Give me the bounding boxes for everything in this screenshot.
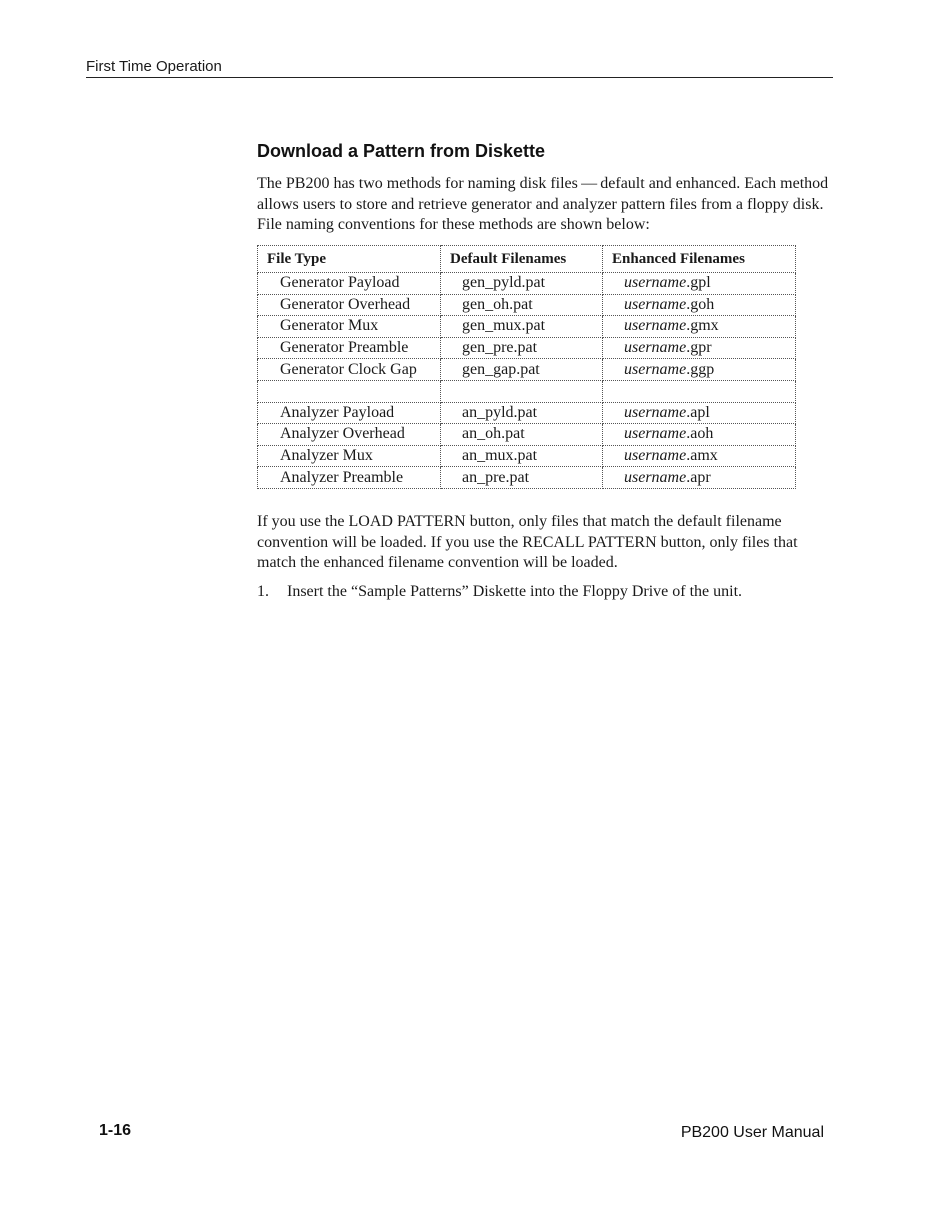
running-head: First Time Operation bbox=[86, 58, 222, 75]
default-filename-cell: an_pre.pat bbox=[441, 467, 603, 489]
table-row bbox=[258, 445, 796, 467]
username-placeholder: username bbox=[624, 360, 687, 378]
header-rule bbox=[86, 77, 833, 78]
spacer-cell bbox=[603, 380, 796, 402]
table-row bbox=[258, 316, 796, 338]
table-row bbox=[258, 337, 796, 359]
default-filename-cell: an_mux.pat bbox=[441, 445, 603, 467]
username-placeholder: username bbox=[624, 295, 687, 313]
file-type-cell: Generator Payload bbox=[258, 273, 441, 295]
username-placeholder: username bbox=[624, 339, 687, 357]
default-filename-cell: gen_oh.pat bbox=[441, 294, 603, 316]
username-placeholder: username bbox=[624, 403, 687, 421]
enhanced-filename-cell bbox=[603, 273, 796, 295]
extension: .gpr bbox=[686, 339, 712, 357]
extension: .aoh bbox=[686, 425, 714, 443]
step-1 bbox=[257, 582, 837, 603]
table-row bbox=[258, 294, 796, 316]
table-header-row bbox=[258, 246, 796, 273]
intro-paragraph: The PB200 has two methods for naming disk files — default and enhanced. Each method allows users to store and retrieve generator and analyzer pattern files from a floppy disk. File naming conventions for these methods are shown below: bbox=[257, 175, 829, 233]
default-filename-cell: an_oh.pat bbox=[441, 424, 603, 446]
extension: .apr bbox=[686, 468, 711, 486]
extension: .ggp bbox=[686, 360, 715, 378]
table-row bbox=[258, 273, 796, 295]
default-filename-cell: gen_gap.pat bbox=[441, 359, 603, 381]
header-default-filenames: Default Filenames bbox=[441, 246, 603, 273]
file-type-cell: Analyzer Overhead bbox=[258, 424, 441, 446]
username-placeholder: username bbox=[624, 447, 687, 465]
page-number: 1-16 bbox=[99, 1122, 132, 1139]
extension: .gmx bbox=[686, 317, 719, 335]
table-row bbox=[258, 402, 796, 424]
extension: .apl bbox=[686, 403, 710, 421]
enhanced-filename-cell bbox=[603, 294, 796, 316]
header-file-type: File Type bbox=[258, 246, 441, 273]
file-type-cell: Generator Preamble bbox=[258, 337, 441, 359]
username-placeholder: username bbox=[624, 317, 687, 335]
spacer-cell bbox=[441, 380, 603, 402]
spacer-cell bbox=[258, 380, 441, 402]
default-filename-cell: an_pyld.pat bbox=[441, 402, 603, 424]
file-type-cell: Analyzer Mux bbox=[258, 445, 441, 467]
step-number: 1. bbox=[257, 583, 269, 600]
extension: .amx bbox=[686, 447, 718, 465]
file-type-cell: Generator Overhead bbox=[258, 294, 441, 316]
enhanced-filename-cell bbox=[603, 467, 796, 489]
enhanced-filename-cell bbox=[603, 402, 796, 424]
table-row bbox=[258, 359, 796, 381]
file-type-cell: Analyzer Payload bbox=[258, 402, 441, 424]
header-enhanced-filenames: Enhanced Filenames bbox=[603, 246, 796, 273]
file-type-cell: Generator Clock Gap bbox=[258, 359, 441, 381]
enhanced-filename-cell bbox=[603, 316, 796, 338]
table-spacer-row bbox=[258, 380, 796, 402]
manual-title: PB200 User Manual bbox=[680, 1124, 824, 1141]
step-text: Insert the “Sample Patterns” Diskette into the Floppy Drive of the unit. bbox=[287, 583, 743, 600]
table-row bbox=[258, 424, 796, 446]
default-filename-cell: gen_pyld.pat bbox=[441, 273, 603, 295]
username-placeholder: username bbox=[624, 425, 687, 443]
load-recall-paragraph: If you use the LOAD PATTERN button, only files that match the default filename convention will be loaded. If you use the RECALL PATTERN button, only files that match the enhanced filename convention will be loaded. bbox=[257, 513, 798, 571]
enhanced-filename-cell bbox=[603, 445, 796, 467]
username-placeholder: username bbox=[624, 274, 687, 292]
username-placeholder: username bbox=[624, 468, 687, 486]
filename-convention-table bbox=[257, 245, 796, 489]
enhanced-filename-cell bbox=[603, 337, 796, 359]
file-type-cell: Generator Mux bbox=[258, 316, 441, 338]
enhanced-filename-cell bbox=[603, 424, 796, 446]
default-filename-cell: gen_mux.pat bbox=[441, 316, 603, 338]
section-title: Download a Pattern from Diskette bbox=[257, 141, 546, 161]
file-type-cell: Analyzer Preamble bbox=[258, 467, 441, 489]
extension: .gpl bbox=[686, 274, 711, 292]
extension: .goh bbox=[686, 295, 715, 313]
table-row bbox=[258, 467, 796, 489]
enhanced-filename-cell bbox=[603, 359, 796, 381]
default-filename-cell: gen_pre.pat bbox=[441, 337, 603, 359]
